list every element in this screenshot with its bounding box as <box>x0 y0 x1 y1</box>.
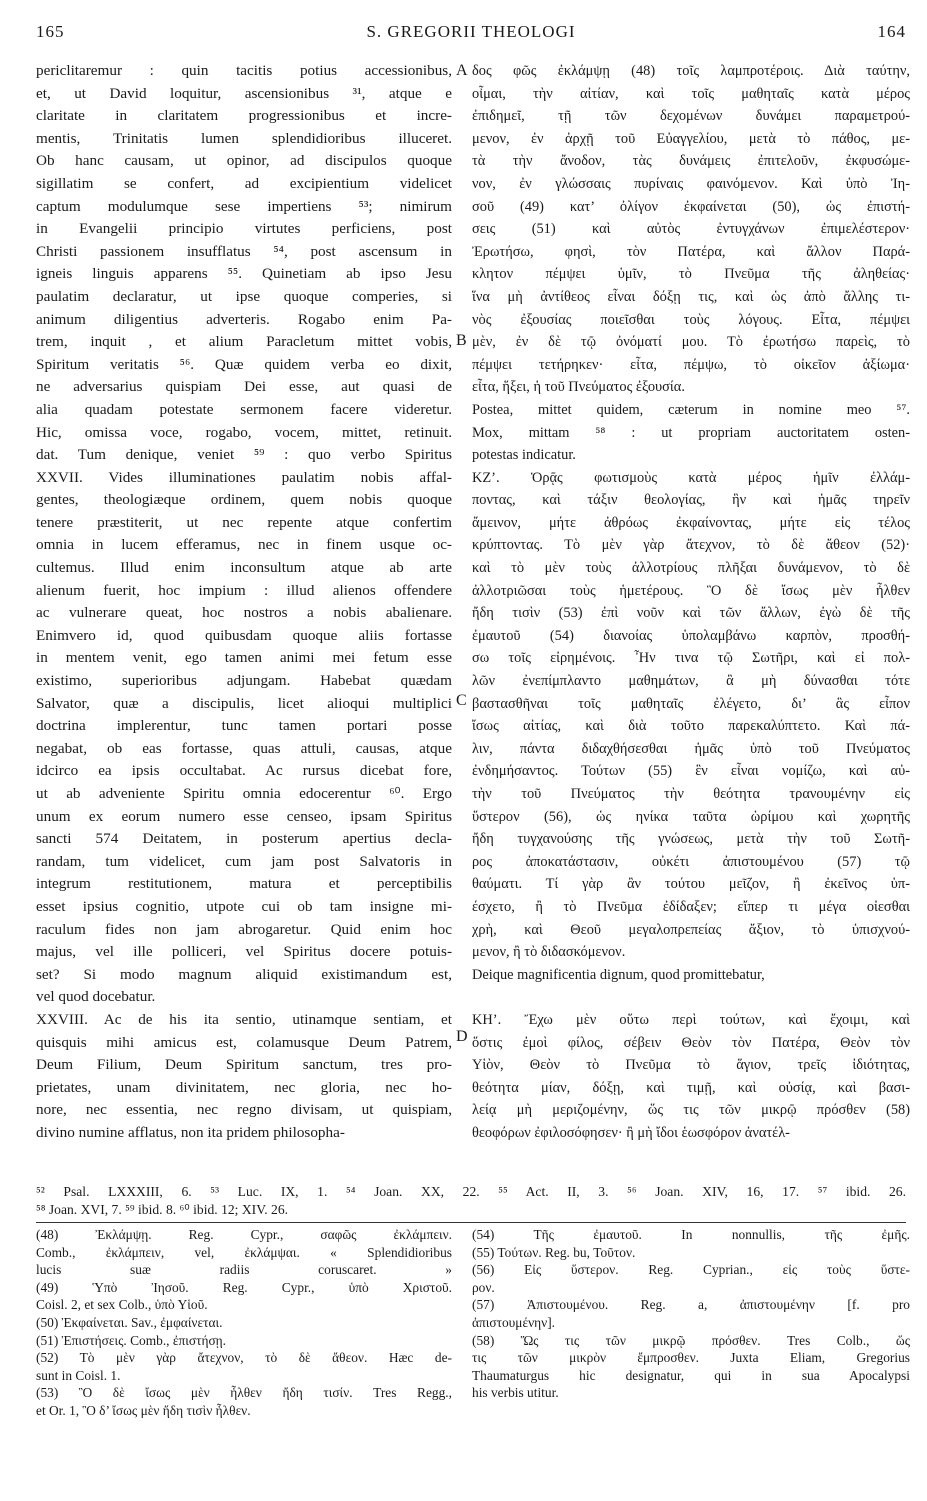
latin-text-line: Hic, omissa voce, rogabo, vocem, mittet, retinuit. <box>36 423 452 441</box>
latin-text-line: negabat, ob eas fortasse, quas attuli, causas, atque <box>36 739 452 757</box>
latin-text-line: Ob hanc causam, ut opinor, ad discipulos quoque <box>36 152 452 170</box>
greek-text-line: ὕστερον (56), ὡς ηνίκα ταῦτα ὡρίμου καὶ χωρητῆς <box>472 808 910 825</box>
latin-text-line: majus, vel ille polliceri, vel Spiritus docere potuis- <box>36 943 452 961</box>
greek-text-line: κρύπτοντας. Τὸ μὲν γὰρ ἄτεχνον, τὸ δὲ ἄθεον (52)· <box>472 537 910 554</box>
greek-text-line: ἀλλοτριῶσαι τοὺς ἡμετέρους. Ὃ δὲ ἴσως μὲν ἦλθεν <box>472 582 910 599</box>
latin-text-line: et, ut David loquitur, ascensionibus ³¹, atque e <box>36 84 452 102</box>
latin-text-column <box>36 60 452 1145</box>
greek-text-line: χρὴ, καὶ Θεοῦ μεγαλοπρεπείας ἄξιον, τὸ ὑπισχνού- <box>472 921 910 938</box>
latin-text-line: divino numine afflatus, non ita pridem philosopha- <box>36 1123 345 1141</box>
latin-text-line: trem, inquit , et alium Paracletum mittet vobis, <box>36 333 452 351</box>
latin-text-line: set? Si modo magnum aliquid existimandum est, <box>36 965 452 983</box>
greek-text-line: θαύματι. Τί γὰρ ἂν τούτου μεῖζον, ἢ ἐκεῖνος ὑπ- <box>472 876 910 893</box>
greek-text-line: λιν, πάντα διδαχθήσεσθαι ἡμᾶς ὑπὸ τοῦ Πνεύματος <box>472 740 910 757</box>
footnote-line: (54) Τῆς ἐμαυτοῦ. In nonnullis, τῆς ἐμῆς. <box>472 1227 910 1242</box>
latin-text-line: dat. Tum denique, veniet ⁵⁹ : quo verbo Spiritus <box>36 446 452 464</box>
greek-text-line: έσχετο, ἢ τὸ Πνεῦμα ἐδίδαξεν; εἴπερ τι μέγα οἰεσθαι <box>472 898 910 915</box>
latin-text-line: quisquis mihi amicus est, colamusque Deum Patrem, <box>36 1033 452 1051</box>
margin-letter-b: B <box>456 332 467 349</box>
greek-text-line: ποντας, καὶ τάξιν θεολογίας, ἣν καὶ ἡμᾶς τηρεῖν <box>472 492 910 509</box>
greek-text-line: τὴν τοῦ Πνεύματος τὴν θεότητα τρανουμένην εἰς <box>472 786 910 802</box>
footnote-line: (55) Τούτων. Reg. bu, Τοῦτον. <box>472 1244 636 1260</box>
greek-text-line: πέμψει τετήρηκεν· εἶτα, πέμψω, τὸ οἰκεῖον ἀξίωμα· <box>472 356 910 373</box>
greek-text-line: Ἐρωτήσω, φησὶ, τὸν Πατέρα, καὶ ἄλλον Παρά- <box>472 243 910 260</box>
greek-text-line: καὶ τὸ μὲν τοὺς ἀλλοτρίους πλῆξαι δυνάμενον, τὸ δὲ <box>472 560 910 577</box>
latin-text-line: existimo, superioribus adjungam. Habebat quædam <box>36 672 452 690</box>
left-page-number: 165 <box>36 22 65 41</box>
latin-text-line: ne adversarius quispiam Dei esse, aut quasi de <box>36 378 452 396</box>
latin-text-line: Enimvero id, quod quibusdam quoque aliis fortasse <box>36 626 452 644</box>
latin-text-line: periclitaremur : quin tacitis potius accessionibus, <box>36 62 452 79</box>
footnote-line: his verbis utitur. <box>472 1385 559 1401</box>
latin-text-line: vel quod docebatur. <box>36 988 156 1006</box>
right-page-number: 164 <box>877 22 906 41</box>
greek-text-line: μὲν, ἐν δὲ τῷ ὀνόματί μου. Τὸ ἐρωτήσω παρεὶς, τὸ <box>472 334 910 351</box>
latin-text-line: doctrina implerentur, tunc tamen portari posse <box>36 717 452 735</box>
margin-letter-d: D <box>456 1028 468 1045</box>
latin-text-line: raculum fides non jam abrogaretur. Quid enim hoc <box>36 920 452 938</box>
footnote-line: Comb., ἐκλάμπειν, vel, ἐκλάμψαι. « Splendidioribus <box>36 1244 452 1260</box>
footnote-line: (51) Ἐπιστήσεις. Comb., ἐπιστήσῃ. <box>36 1332 227 1348</box>
greek-text-line: Deique magnificentia dignum, quod promittebatur, <box>472 966 765 983</box>
greek-text-line: οἶμαι, τὴν αἰτίαν, καὶ τοῖς μαθηταῖς κατὰ μέρος <box>472 85 910 102</box>
greek-text-line: σεις (51) καὶ αὐτὸς ἐντυγχάνων ἐπιμελέστερον· <box>472 221 910 238</box>
latin-text-line: Salvator, quæ a discipulis, licet alioqui multiplici <box>36 694 452 712</box>
footnote-line: et Or. 1, Ὃ δ’ ἴσως μὲν ἤδη τισὶν ἦλθεν. <box>36 1402 251 1418</box>
latin-text-line: paulatim declaratur, ut ipse quoque comperies, si <box>36 287 452 305</box>
greek-text-line: ἄμεινον, μήτε ἀθρόως ἐκφαίνοντας, μήτε εἰς τέλος <box>472 514 910 531</box>
latin-text-line: integrum restitutionem, matura et perceptibilis <box>36 875 452 893</box>
latin-text-line: nore, nec essentia, nec regno divisam, ut quispiam, <box>36 1101 452 1119</box>
greek-text-line: ἵνα μὴ ἀντίθεος εἶναι δόξῃ τις, καὶ ὡς ἀπὸ ἄλλης τι- <box>472 288 910 305</box>
greek-text-line: ΚΖ’. Ὁρᾷς φωτισμοὺς κατὰ μέρος ἡμῖν ἐλλάμ- <box>472 469 910 486</box>
greek-text-line: νον, ἐν γλώσσαις πυρίναις φαινόμενον. Καὶ ὑπὸ Ἰη- <box>472 175 910 192</box>
footnote-line: (57) Ἀπιστουμένου. Reg. a, ἀπιστουμένην [f. pro <box>472 1297 910 1313</box>
footnotes-left <box>36 1226 452 1420</box>
latin-text-line: XXVII. Vides illuminationes paulatim nobis affal- <box>36 468 452 486</box>
latin-text-line: cultemus. Illud enim inconsultum atque ab arte <box>36 559 452 577</box>
latin-text-line: ut ab adveniente Spiritu omnia edocerentur ⁶⁰. Ergo <box>36 785 452 802</box>
latin-text-line: alienum fuerit, hoc impium : illud alienos offendere <box>36 581 452 599</box>
greek-text-line: θεοφόρων ἐφιλοσόφησεν· ἢ μὴ ἴδοι ἑωσφόρον ἀνατέλ- <box>472 1124 790 1141</box>
latin-text-line: claritate in claritatem progressionibus et incre- <box>36 107 452 125</box>
greek-text-line: ΚΗ’. Ἔχω μὲν οὕτω περὶ τούτων, καὶ ἔχοιμι, καὶ <box>472 1011 910 1028</box>
footnote-line: τις τῶν μικρὸν ἔμπροσθεν. Juxta Eliam, Gregorius <box>472 1350 910 1366</box>
latin-text-line: Spiritum veritatis ⁵⁶. Quæ quidem verba eo dixit, <box>36 355 452 373</box>
greek-text-line: ἤδη τυγχανούσης τῆς γνώσεως, μετὰ τὴν τοῦ Σωτῆ- <box>472 831 910 848</box>
latin-text-line: ac vulnerare queat, hoc nostros a nobis abalienare. <box>36 604 452 622</box>
latin-text-line: mentis, Trinitatis lumen splendidioribus illuceret. <box>36 129 452 147</box>
greek-text-line: νὸς ἐξουσίας ποιεῖσθαι τοὺς λόγους. Εἶτα, πέμψει <box>472 311 910 328</box>
greek-text-line: ὅστις ἐμοὶ φίλος, σέβειν Θεὸν τὸν Πατέρα, Θεὸν τὸν <box>472 1034 910 1051</box>
greek-text-line: Mox, mittam ⁵⁸ : ut propriam auctoritatem osten- <box>472 424 910 441</box>
footnote-line: (53) Ὃ δὲ ἴσως μὲν ἦλθεν ἤδη τισίν. Tres Regg., <box>36 1385 452 1401</box>
latin-text-line: randam, tum videlicet, cum jam post Salvatoris in <box>36 852 452 870</box>
latin-text-line: captum modulumque sese impertiens ⁵³; nimirum <box>36 197 452 215</box>
greek-text-line: σω τοῖς εἰρημένοις. Ἦν τινα τῷ Σωτῆρι, καὶ εἰ πολ- <box>472 650 910 667</box>
footnote-line: lucis suæ radiis coruscaret. » <box>36 1262 452 1278</box>
footnote-line: (49) Ὑπὸ Ἰησοῦ. Reg. Cypr., ὑπὸ Χριστοῦ. <box>36 1279 452 1295</box>
footnote-line: ρον. <box>472 1279 495 1295</box>
latin-text-line: prietates, unam divinitatem, nec gloria, nec ho- <box>36 1078 452 1096</box>
margin-letter-c: C <box>456 692 467 709</box>
latin-text-line: esset ipsius cognitio, utpote cui ob tam insigne mi- <box>36 897 452 915</box>
greek-text-line: εἶτα, ἥξει, ἡ τοῦ Πνεύματος ἐξουσία. <box>472 379 685 396</box>
greek-text-line: λῶν ἐνεπίμπλαντο μαθημάτων, ἃ μὴ δύνασθαι τότε <box>472 673 910 690</box>
greek-text-line: τὰ τὴν ἄνοδον, τὰς δυνάμεις ἐπιτελοῦν, ἐκφυσώμε- <box>472 153 910 170</box>
greek-text-line: Postea, mittet quidem, cæterum in nomine meo ⁵⁷. <box>472 401 910 418</box>
footnote-line: Coisl. 2, et sex Colb., ὑπὸ Υἱοῦ. <box>36 1297 208 1313</box>
greek-text-line: ἐπιδημεῖ, τῇ τῶν δεχομένων δυνάμει παραμετρού- <box>472 108 910 125</box>
running-title: S. GREGORII THEOLOGI <box>366 22 576 41</box>
greek-text-line: ἐμαυτοῦ (54) διανοίας ὑπολαμβάνω καρπὸν, προσθή- <box>472 627 910 644</box>
latin-text-line: XXVIII. Ac de his ita sentio, utinamque sentiam, et <box>36 1010 452 1028</box>
footnotes-right <box>472 1226 910 1402</box>
latin-text-line: tenere præstiterit, ut nec repente atque confertim <box>36 513 452 531</box>
latin-text-line: unum ex eorum numero esse censeo, ipsam Spiritus <box>36 807 452 825</box>
footnote-line: (56) Εἰς ὕστερον. Reg. Cyprian., εἰς τοὺς ὕστε- <box>472 1262 910 1278</box>
greek-text-line: μενον, ἢ τὸ διδασκόμενον. <box>472 944 626 961</box>
page-header <box>36 22 906 46</box>
footnote-line: sunt in Coisl. 1. <box>36 1367 121 1383</box>
scripture-references <box>36 1183 906 1219</box>
scripture-reference-line: ⁵² Psal. LXXXIII, 6. ⁵³ Luc. IX, 1. ⁵⁴ Joan. XX, 22. ⁵⁵ Act. II, 3. ⁵⁶ Joan. XIV, 16, 17. ⁵⁷ ibid. 26. <box>36 1184 906 1199</box>
footnote-line: (58) Ὥς τις τῶν μικρῷ πρόσθεν. Tres Colb., ὥς <box>472 1332 910 1348</box>
greek-text-line: ρος ἀποκατάστασιν, οὐκέτι ἀπιστουμένου (57) τῷ <box>472 853 910 870</box>
greek-text-line: potestas indicatur. <box>472 447 576 464</box>
greek-text-line: ἴσως αἰτίας, καὶ διὰ τοῦτο παρεκαλύπτετο. Καὶ πά- <box>472 718 910 735</box>
footnote-line: (50) Ἐκφαίνεται. Sav., ἐμφαίνεται. <box>36 1314 223 1330</box>
greek-text-line: δος φῶς ἐκλάμψῃ (48) τοῖς λαμπροτέροις. Διὰ ταύτην, <box>472 63 910 79</box>
greek-text-line <box>472 986 910 1009</box>
latin-text-line: idcirco ea ipsis occultabat. Ac rursus dicebat fore, <box>36 762 452 780</box>
latin-text-line: gentes, theologiæque ordinem, quem nobis quoque <box>36 491 452 509</box>
latin-text-line: in Evangelii principio virtutes perficiens, post <box>36 220 452 238</box>
greek-text-line: Υἱὸν, Θεὸν τὸ Πνεῦμα τὸ ἅγιον, τρεῖς ἰδιότητας, <box>472 1057 910 1074</box>
footnote-line: (48) Ἐκλάμψῃ. Reg. Cypr., σαφῶς ἐκλάμπειν. <box>36 1227 452 1242</box>
scripture-reference-line: ⁵⁸ Joan. XVI, 7. ⁵⁹ ibid. 8. ⁶⁰ ibid. 12; XIV. 26. <box>36 1202 289 1217</box>
greek-text-line: ἐνδημήσαντος. Τούτων (55) ἓν εἶναι νομίζω, καὶ αὐ- <box>472 763 910 780</box>
latin-text-line: Christi passionem insufflatus ⁵⁴, post ascensum in <box>36 242 452 260</box>
greek-text-line: ἤδη τισὶν (53) ἐπὶ νοῦν καὶ τῶν ἄλλων, ἐγὼ δὲ τῆς <box>472 605 910 622</box>
greek-text-line: κλητον πέμψει ὑμῖν, τὸ Πνεῦμα τῆς ἀληθείας· <box>472 266 910 283</box>
latin-text-line: animum diligentius adverteris. Rogabo enim Pa- <box>36 310 452 328</box>
latin-text-line: Deum Filium, Deum Spiritum sanctum, tres pro- <box>36 1056 452 1074</box>
latin-text-line: sigillatim se confert, ad excipientium videlicet <box>36 174 452 192</box>
footnote-line: Thaumaturgus hic designatur, qui in sua Apocalypsi <box>472 1367 910 1383</box>
latin-text-line: in mentem venit, ego tamen animi mei fetum esse <box>36 649 452 667</box>
margin-letter-a: A <box>456 62 468 79</box>
greek-text-line: μενον, ἐν ἀρχῇ τοῦ Εὐαγγελίου, μετὰ τὸ πάθος, με- <box>472 130 910 147</box>
greek-text-column <box>472 60 910 1145</box>
greek-text-line: βαστασθῆναι τοῖς μαθηταῖς ἐλέγετο, δι’ ἃς εἶπον <box>472 695 910 712</box>
latin-text-line: sancti 574 Deitatem, in posterum apertius decla- <box>36 830 452 848</box>
latin-text-line: omnia in lucem efferamus, nec in finem usque oc- <box>36 536 452 554</box>
footnote-divider <box>36 1222 906 1223</box>
greek-text-line: σοῦ (49) κατ’ ὀλίγον ἐκφαίνεται (50), ὡς ἐπιστή- <box>472 198 910 215</box>
latin-text-line: alia quadam potestate sermonem facere videretur. <box>36 400 452 418</box>
latin-text-line: igneis linguis apparens ⁵⁵. Quinetiam ab ipso Jesu <box>36 265 452 283</box>
greek-text-line: θεότητα μίαν, δόξῃ, καὶ τιμῇ, καὶ οὐσίᾳ, καὶ βασι- <box>472 1079 910 1096</box>
greek-text-line: λείᾳ μὴ μεριζομένην, ὥς τις τῶν μικρῷ πρόσθεν (58) <box>472 1102 910 1119</box>
footnote-line: ἀπιστουμένην]. <box>472 1314 556 1330</box>
footnote-line: (52) Τὸ μὲν γὰρ ἄτεχνον, τὸ δὲ ἄθεον. Hæc de- <box>36 1350 452 1366</box>
